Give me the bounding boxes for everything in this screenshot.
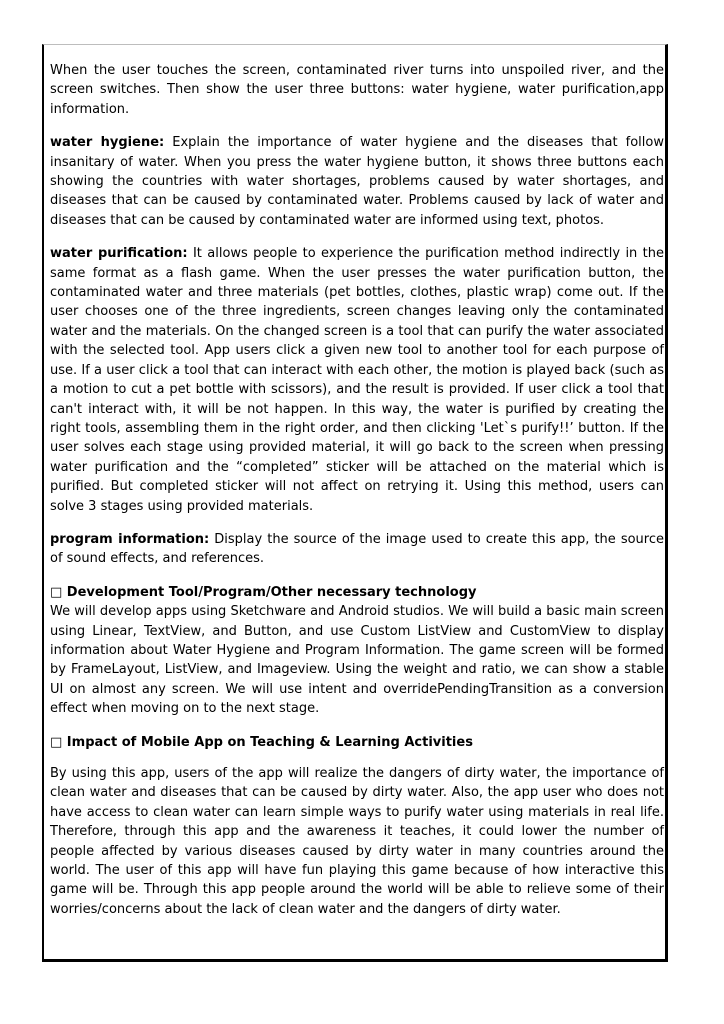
- water-hygiene-label: water hygiene:: [50, 135, 165, 151]
- water-hygiene-paragraph: [50, 133, 664, 230]
- water-purification-label: water purification:: [50, 246, 188, 262]
- development-heading: □ Development Tool/Program/Other necessary technology: [50, 584, 477, 600]
- program-information-paragraph: [50, 530, 664, 569]
- water-purification-text: It allows people to experience the purification method indirectly in the same format as a flash game. When the user presses the water purification button, the contaminated water and three materials (pet bottles, clothes, plastic wrap) come out. If the user chooses one of the three ingredients, screen changes leaving only the contaminated water and the materials. On the changed screen is a tool that can purify the water associated with the selected tool. App users click a given new tool to another tool for each purpose of use. If a user click a tool that can interact with each other, the motion is played back (such as a motion to cut a pet bottle with scissors), and the result is provided. If user click a tool that can't interact with, it will be not happen. In this way, the water is purified by creating the right tools, assembling them in the right order, and then clicking 'Let`s purify!!’ button. If the user solves each stage using provided material, it will go back to the screen when pressing water purification and the “completed” sticker will be attached on the material which is purified. But completed sticker will not affect on retrying it. Using this method, users can solve 3 stages using provided materials.: [50, 246, 664, 514]
- water-hygiene-text: Explain the importance of water hygiene and the diseases that follow insanitary of water. When you press the water hygiene button, it shows three buttons each showing the countries with water shortages, problems caused by water shortages, and diseases that can be caused by contaminated water. Problems caused by lack of water and diseases that can be caused by contaminated water are informed using text, photos.: [50, 135, 664, 228]
- document-body: [50, 61, 664, 919]
- impact-paragraph: By using this app, users of the app will realize the dangers of dirty water, the importance of clean water and diseases that can be caused by dirty water. Also, the app user who does not have access to clean water can learn simple ways to purify water using materials in real life. Therefore, through this app and the awareness it teaches, it could lower the number of people affected by various diseases caused by dirty water in many countries around the world. The user of this app will have fun playing this game because of how interactive this game will be. Through this app people around the world will be able to relieve some of their worries/concerns about the lack of clean water and the dangers of dirty water.: [50, 766, 664, 917]
- program-information-text: Display the source of the image used to create this app, the source of sound effects, and references.: [50, 531, 664, 567]
- development-paragraph: We will develop apps using Sketchware and Android studios. We will build a basic main screen using Linear, TextView, and Button, and use Custom ListView and CustomView to display information about Water Hygiene and Program Information. The game screen will be formed by FrameLayout, ListView, and Imageview. Using the weight and ratio, we can show a stable UI on almost any screen. We will use intent and overridePendingTransition as a conversion effect when moving on to the next stage.: [50, 604, 664, 717]
- impact-heading: □ Impact of Mobile App on Teaching & Learning Activities: [50, 734, 473, 750]
- program-information-label: program information:: [50, 531, 210, 547]
- intro-paragraph: When the user touches the screen, contaminated river turns into unspoiled river, and the screen switches. Then show the user three buttons: water hygiene, water purification,app information.: [50, 63, 664, 117]
- water-purification-paragraph: [50, 244, 664, 516]
